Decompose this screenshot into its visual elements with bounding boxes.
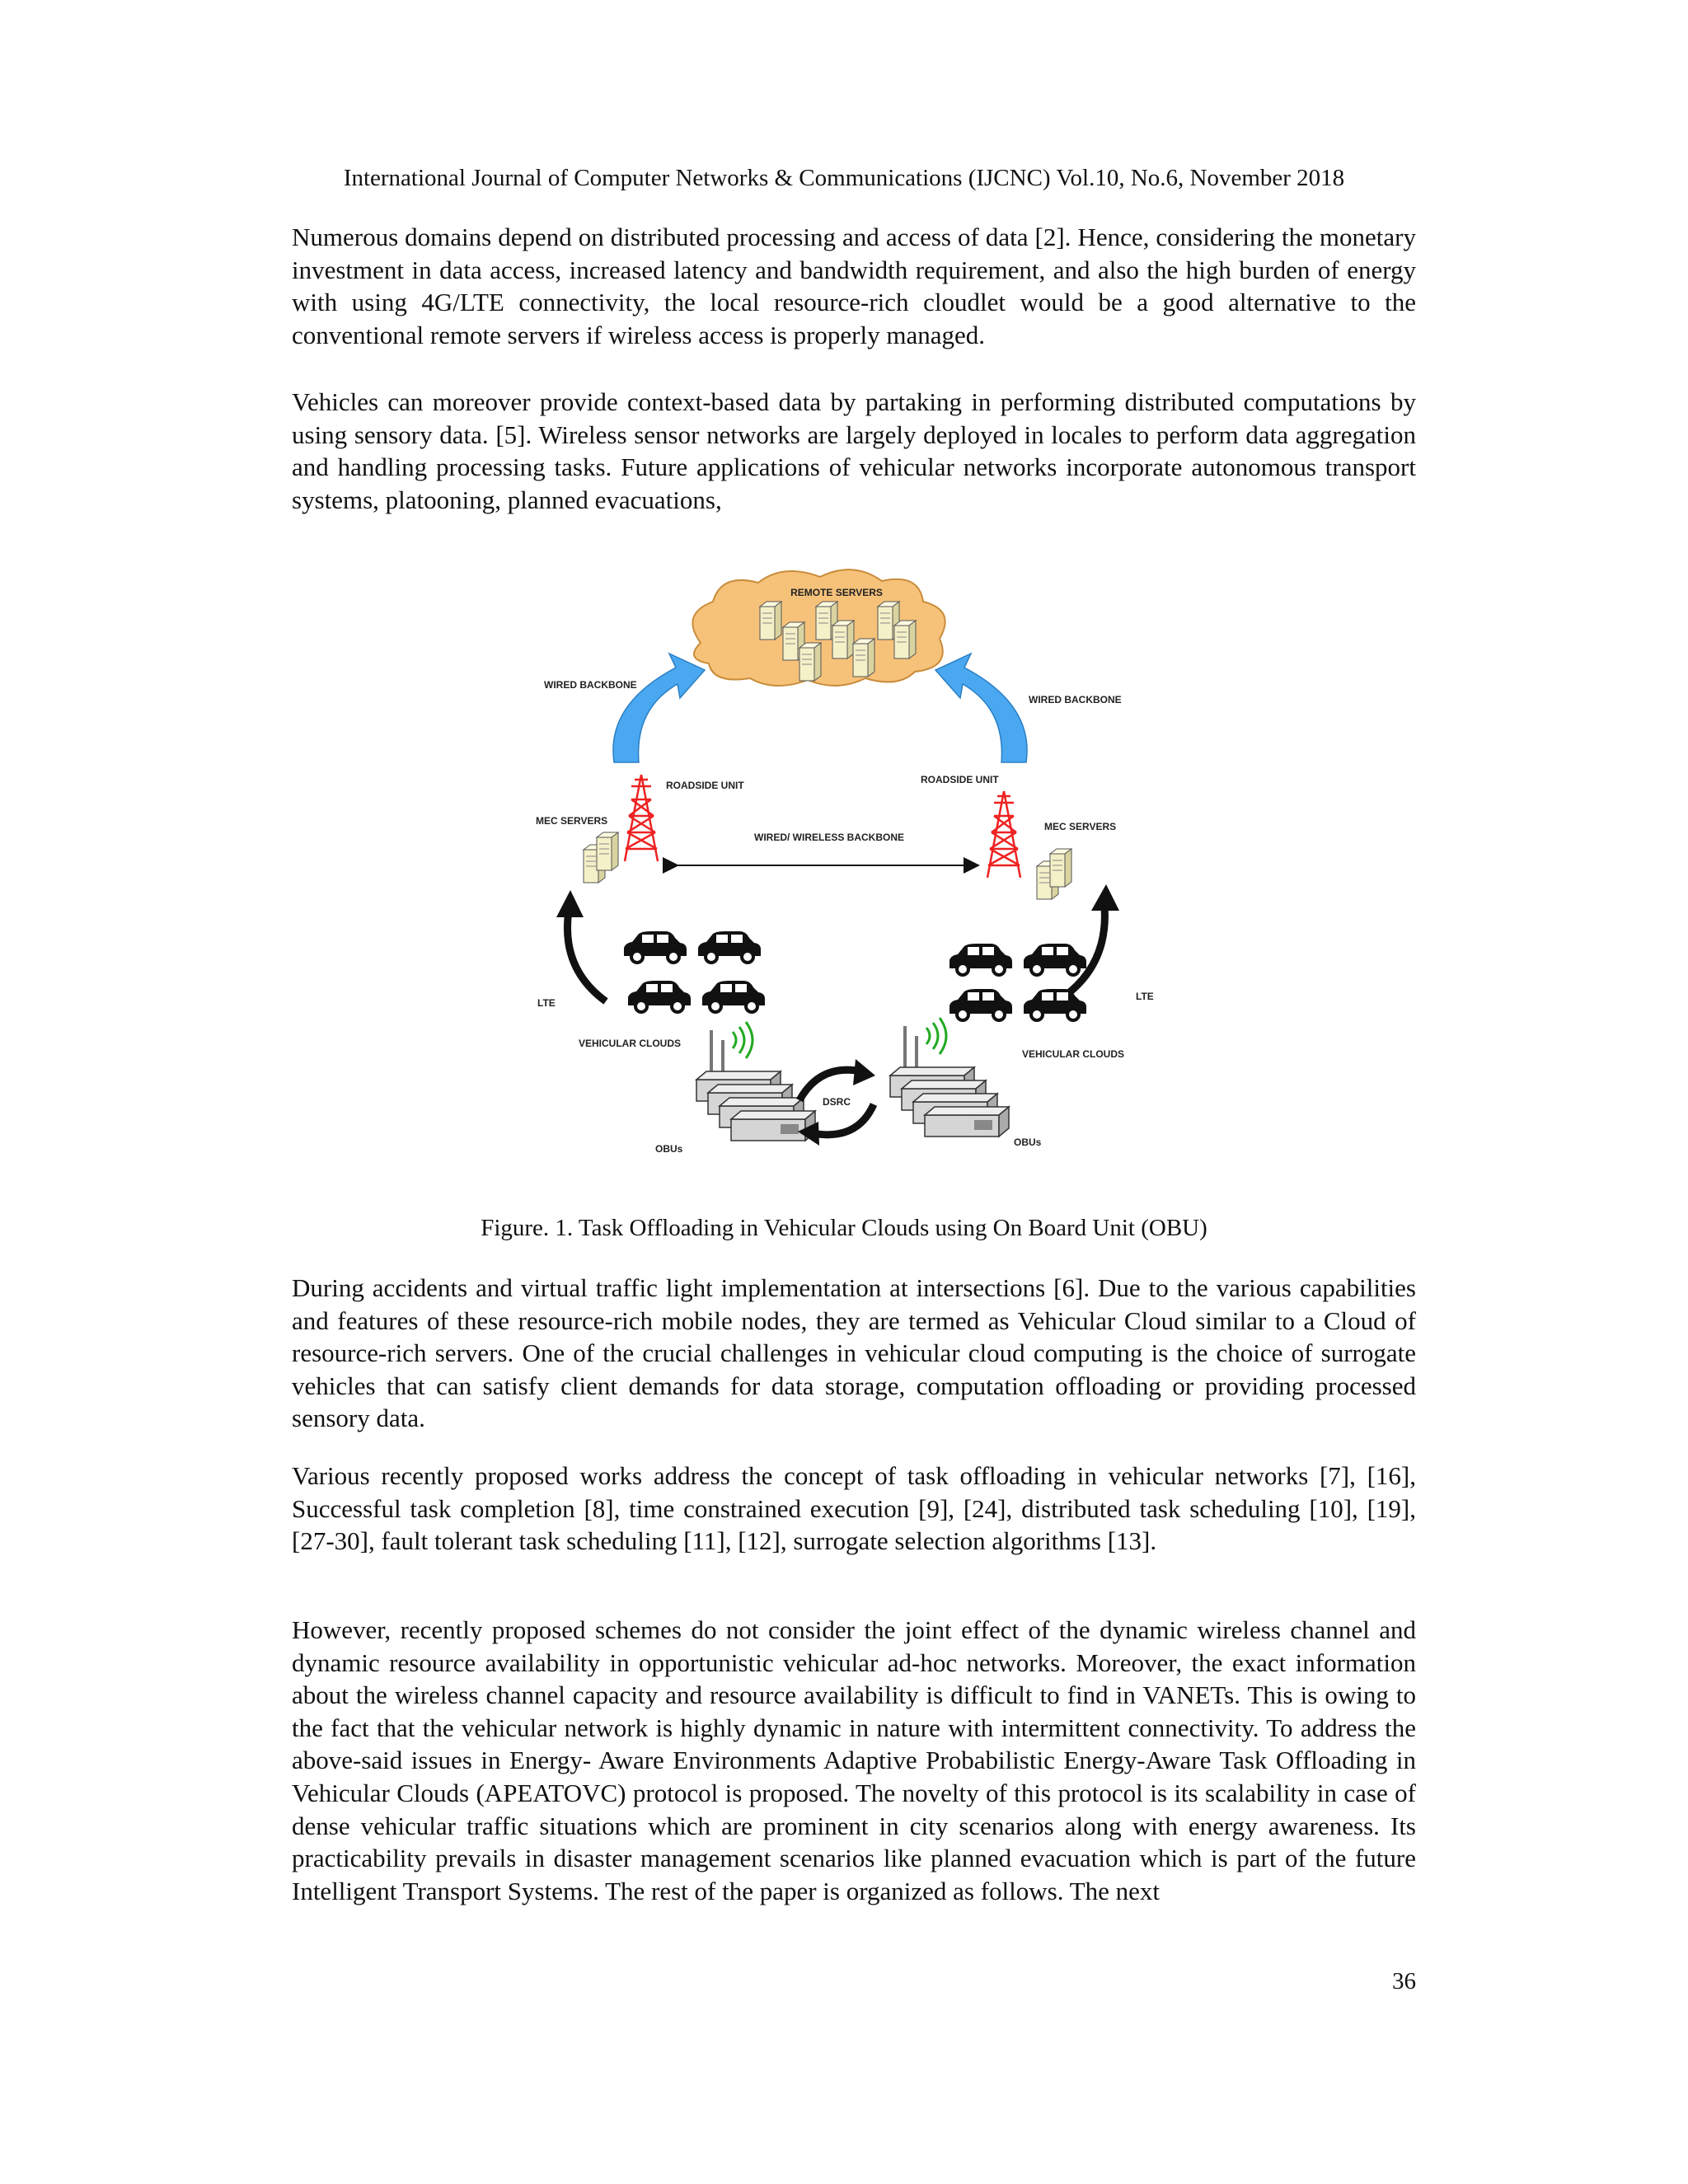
car-icon (628, 981, 691, 1012)
paragraph-1: Numerous domains depend on distributed processing and access of data [2]. Hence, considering the monetary investment in data access, increased latency and bandwidth requirement, and also the high burden of energy with using 4G/LTE connectivity, the local resource-rich cloudlet would be a good alternative to the conventional remote servers if wireless access is properly managed. (292, 223, 1416, 349)
figure-caption: Figure. 1. Task Offloading in Vehicular Clouds using On Board Unit (OBU) (481, 1215, 1207, 1241)
remote-servers-cloud (692, 569, 945, 686)
figure-task-offloading (536, 565, 1162, 1174)
mec-servers-right-label: MEC SERVERS (1044, 821, 1117, 832)
running-head: International Journal of Computer Networks & Communications (IJCNC) Vol.10, No.6, November 2018 (343, 165, 1345, 191)
vehicular-clouds-left-label: VEHICULAR CLOUDS (579, 1038, 682, 1049)
lte-left-label: LTE (537, 997, 556, 1009)
wired-backbone-left-label: WIRED BACKBONE (544, 679, 637, 691)
paragraph-5: However, recently proposed schemes do not consider the joint effect of the dynamic wireless channel and dynamic resource availability in opportunistic vehicular ad-hoc networks. Moreover, the exact information about the wireless channel capacity and resource availability is difficult to find in VANETs. This is owing to the fact that the vehicular network is highly dynamic in nature with intermittent connectivity. To address the above-said issues in Energy- Aware Environments Adaptive Probabilistic Energy-Aware Task Offloading in Vehicular Clouds (APEATOVC) protocol is proposed. The novelty of this protocol is its scalability in case of dense vehicular traffic situations which are prominent in city scenarios along with energy awareness. Its practicability prevails in disaster management scenarios like planned evacuation which is part of the future Intelligent Transport Systems. The rest of the paper is organized as follows. The next (292, 1615, 1416, 1905)
car-icon (698, 931, 761, 963)
obus-right-label: OBUs (1014, 1137, 1042, 1148)
page-number: 36 (1392, 1968, 1416, 1994)
roadside-tower-right-icon (987, 791, 1020, 878)
vehicular-clouds-right-label: VEHICULAR CLOUDS (1022, 1048, 1125, 1060)
paragraph-4: Various recently proposed works address the concept of task offloading in vehicular networks [7], [16], Successful task completion [8], time constrained execution [9], [24], distributed task scheduling [10], [19], [27-30], fault tolerant task scheduling [11], [12], surrogate selection algorithms [13]. (292, 1461, 1416, 1556)
car-icon (950, 944, 1012, 975)
roadside-unit-left-label: ROADSIDE UNIT (666, 780, 744, 791)
paragraph-2: Vehicles can moreover provide context-based data by partaking in performing distributed computations by using sensory data. [5]. Wireless sensor networks are largely deployed in locales to perform data aggregation and handling processing tasks. Future applications of vehicular networks incorporate autonomous transport systems, platooning, planned evacuations, (292, 387, 1416, 514)
wired-backbone-right-label: WIRED BACKBONE (1029, 694, 1122, 705)
wired-backbone-right-arrow (935, 654, 1027, 762)
car-icon (1024, 944, 1086, 975)
car-icon (624, 931, 687, 963)
car-icon (1024, 989, 1086, 1020)
mec-servers-left-label: MEC SERVERS (536, 815, 608, 827)
paragraph-3: During accidents and virtual traffic light implementation at intersections [6]. Due to the various capabilities and features of these resource-rich mobile nodes, they are termed as Vehicular Cloud similar to a Cloud of resource-rich servers. One of the crucial challenges in vehicular cloud computing is the choice of surrogate vehicles that can satisfy client demands for data storage, computation offloading or providing processed sensory data. (292, 1273, 1416, 1433)
obu-stack-left-icon (696, 1022, 815, 1141)
lte-left-arrow (567, 911, 606, 1001)
figure-diagram (536, 565, 1162, 1174)
dsrc-label: DSRC (823, 1096, 851, 1108)
obu-stack-right-icon (890, 1018, 1009, 1137)
car-icon (950, 989, 1012, 1020)
wired-wireless-backbone-label: WIRED/ WIRELESS BACKBONE (754, 832, 905, 843)
roadside-tower-left-icon (625, 775, 658, 861)
car-icon (702, 981, 765, 1012)
remote-servers-label: REMOTE SERVERS (790, 587, 883, 598)
roadside-unit-right-label: ROADSIDE UNIT (921, 774, 999, 785)
obus-left-label: OBUs (655, 1143, 683, 1155)
lte-right-label: LTE (1136, 991, 1154, 1002)
wired-backbone-left-arrow (613, 654, 705, 762)
